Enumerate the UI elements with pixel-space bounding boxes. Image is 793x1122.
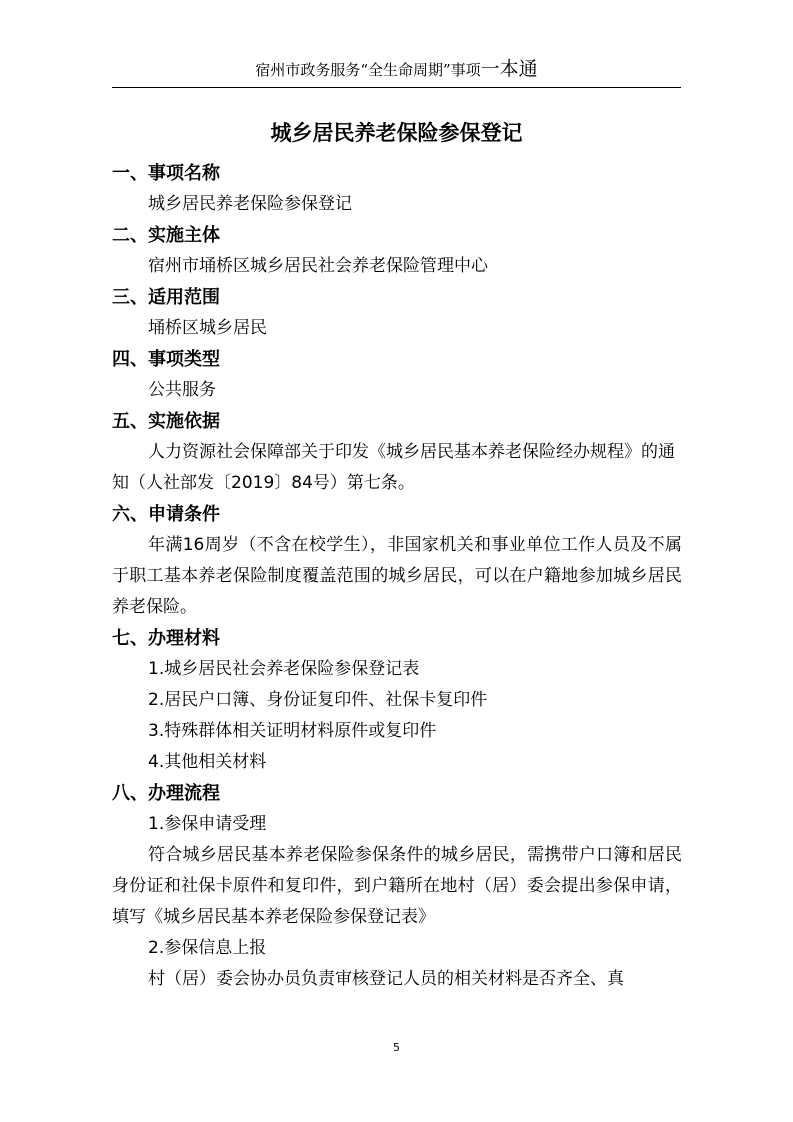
section-4	[112, 344, 682, 406]
list-item: 1.城乡居民社会养老保险参保登记表	[148, 659, 420, 679]
section-7	[112, 623, 682, 778]
section-6	[112, 499, 682, 623]
section-paragraph: 村（居）委会协办员负责审核登记人员的相关材料是否齐全、真	[148, 969, 624, 989]
section-paragraph: 埇桥区城乡居民	[148, 318, 267, 338]
step-heading: 2.参保信息上报	[148, 938, 267, 958]
section-paragraph: 公共服务	[148, 380, 216, 400]
section-heading: 五、实施依据	[112, 411, 220, 432]
section-heading: 一、事项名称	[112, 163, 220, 184]
running-header	[0, 58, 793, 81]
page-number: 5	[393, 1041, 400, 1054]
section-paragraph: 宿州市埇桥区城乡居民社会养老保险管理中心	[148, 256, 488, 276]
section-paragraph: 符合城乡居民基本养老保险参保条件的城乡居民，需携带户口簿和居民身份证和社保卡原件和复印件，到户籍所在地村（居）委会提出参保申请，填写《城乡居民基本养老保险参保登记表》	[112, 845, 682, 927]
list-item: 4.其他相关材料	[148, 752, 267, 772]
section-heading: 三、适用范围	[112, 287, 220, 308]
section-5	[112, 406, 682, 499]
section-heading: 七、办理材料	[112, 628, 220, 649]
section-paragraph: 城乡居民养老保险参保登记	[148, 194, 352, 214]
section-paragraph: 人力资源社会保障部关于印发《城乡居民基本养老保险经办规程》的通知（人社部发〔2019〕84号）第七条。	[112, 442, 675, 493]
list-item: 2.居民户口簿、身份证复印件、社保卡复印件	[148, 690, 488, 710]
list-item: 3.特殊群体相关证明材料原件或复印件	[148, 721, 437, 741]
section-heading: 六、申请条件	[112, 504, 220, 525]
header-text: 宿州市政务服务“全生命周期”事项	[255, 61, 481, 79]
section-paragraph: 年满16周岁（不含在校学生），非国家机关和事业单位工作人员及不属于职工基本养老保险制度覆盖范围的城乡居民，可以在户籍地参加城乡居民养老保险。	[112, 535, 682, 617]
section-3	[112, 282, 682, 344]
section-heading: 四、事项类型	[112, 349, 220, 370]
section-heading: 八、办理流程	[112, 783, 220, 804]
section-1	[112, 158, 682, 220]
header-rule	[112, 87, 681, 88]
section-2	[112, 220, 682, 282]
header-text-large: 一本通	[480, 58, 538, 80]
step-heading: 1.参保申请受理	[148, 814, 267, 834]
document-body	[112, 158, 682, 995]
document-title: 城乡居民养老保险参保登记	[270, 121, 523, 145]
section-8	[112, 778, 682, 995]
section-heading: 二、实施主体	[112, 225, 220, 246]
